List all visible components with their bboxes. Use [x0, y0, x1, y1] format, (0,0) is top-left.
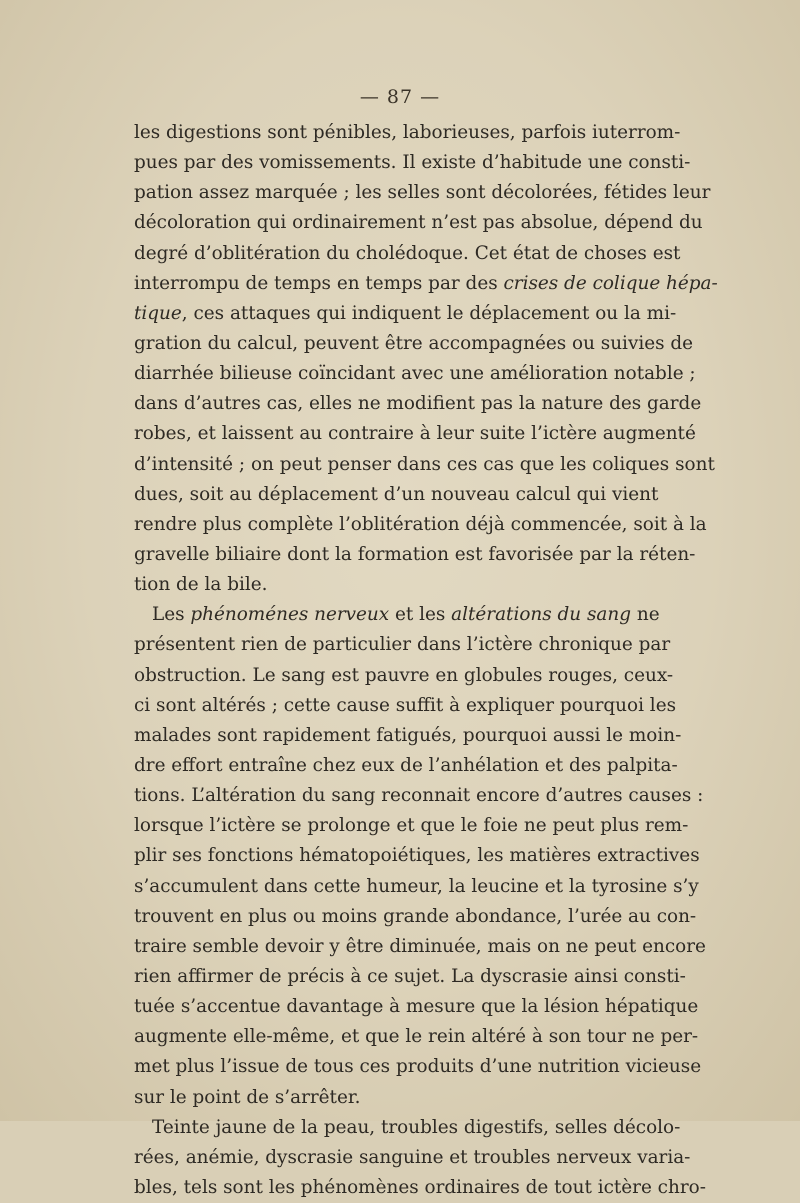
text-line	[134, 751, 678, 781]
text-line	[134, 992, 699, 1022]
text-run: traire semble devoir y être diminuée, mais on ne peut encore	[134, 935, 706, 957]
text-run: bles, tels sont les phénomènes ordinaires de tout ictère chro-	[134, 1176, 706, 1198]
text-run: obstruction. Le sang est pauvre en globules rouges, ceux-	[134, 664, 674, 686]
text-line	[134, 1022, 699, 1052]
text-line	[134, 510, 707, 540]
text-line	[134, 630, 671, 660]
text-line	[134, 118, 681, 148]
text-line	[134, 239, 681, 269]
text-line	[134, 419, 696, 449]
text-run: degré d’oblitération du cholédoque. Cet état de choses est	[134, 242, 681, 264]
text-line	[134, 902, 697, 932]
text-line	[134, 962, 686, 992]
text-line	[134, 540, 696, 570]
text-run: sur le point de s’arrêter.	[134, 1086, 361, 1108]
text-run: tion de la bile.	[134, 574, 268, 596]
text-line	[134, 932, 706, 962]
text-run: Les	[152, 604, 191, 626]
text-line	[134, 299, 677, 329]
text-run: interrompu de temps en temps par des	[134, 272, 504, 294]
text-line	[134, 570, 636, 600]
text-run: pues par des vomissements. Il existe d’habitude une consti-	[134, 152, 691, 174]
text-run: tions. L’altération du sang reconnait encore d’autres causes :	[134, 785, 704, 807]
text-run: dues, soit au déplacement d’un nouveau calcul qui vient	[134, 483, 659, 505]
text-run: décoloration qui ordinairement n’est pas absolue, dépend du	[134, 212, 703, 234]
text-run: ne	[631, 604, 660, 626]
text-run: diarrhée bilieuse coïncidant avec une amélioration notable ;	[134, 363, 696, 385]
page-number: — 87 —	[359, 86, 441, 108]
text-line	[134, 691, 677, 721]
text-run: gravelle biliaire dont la formation est favorisée par la réten-	[134, 543, 696, 565]
text-line	[134, 1143, 691, 1173]
text-line	[134, 329, 694, 359]
text-line	[134, 661, 674, 691]
text-line	[134, 811, 689, 841]
italic-text: altérations du sang	[451, 604, 632, 626]
text-line	[134, 178, 711, 208]
text-run: , ces attaques qui indiquent le déplacement ou la mi-	[181, 302, 677, 324]
text-run: lorsque l’ictère se prolonge et que le foie ne peut plus rem-	[134, 815, 689, 837]
text-run: rendre plus complète l’oblitération déjà commencée, soit à la	[134, 513, 707, 535]
text-line	[134, 269, 718, 299]
text-run: pation assez marquée ; les selles sont décolorées, fétides leur	[134, 182, 711, 204]
text-line	[134, 781, 704, 811]
text-line	[134, 1173, 706, 1203]
text-run: dre effort entraîne chez eux de l’anhélation et des palpita-	[134, 754, 678, 776]
text-line	[134, 480, 659, 510]
text-line	[134, 1052, 702, 1082]
text-line	[134, 1113, 681, 1143]
text-line	[134, 872, 699, 902]
text-run: présentent rien de particulier dans l’ictère chronique par	[134, 634, 671, 656]
text-run: ci sont altérés ; cette cause suffit à expliquer pourquoi les	[134, 694, 677, 716]
text-run: gration du calcul, peuvent être accompagnées ou suivies de	[134, 332, 694, 354]
text-run: rées, anémie, dyscrasie sanguine et troubles nerveux varia-	[134, 1146, 691, 1168]
text-run: dans d’autres cas, elles ne modifient pas la nature des garde	[134, 393, 702, 415]
text-run: augmente elle-même, et que le rein altéré à son tour ne per-	[134, 1026, 699, 1048]
text-run: met plus l’issue de tous ces produits d’une nutrition vicieuse	[134, 1056, 702, 1078]
text-run: d’intensité ; on peut penser dans ces cas que les coliques sont	[134, 453, 715, 475]
text-run: et les	[389, 604, 452, 626]
text-run: trouvent en plus ou moins grande abondance, l’urée au con-	[134, 905, 697, 927]
italic-text: tique	[134, 302, 182, 324]
text-line	[134, 721, 682, 751]
text-run: malades sont rapidement fatigués, pourquoi aussi le moin-	[134, 724, 682, 746]
text-line	[134, 450, 715, 480]
text-run: robes, et laissent au contraire à leur suite l’ictère augmenté	[134, 423, 696, 445]
text-run: Teinte jaune de la peau, troubles digestifs, selles décolo-	[152, 1116, 681, 1138]
body-text	[134, 118, 718, 1203]
text-run: s’accumulent dans cette humeur, la leucine et la tyrosine s’y	[134, 875, 699, 897]
text-run: tuée s’accentue davantage à mesure que la lésion hépatique	[134, 996, 699, 1018]
text-line	[134, 359, 696, 389]
text-run: les digestions sont pénibles, laborieuses, parfois iuterrom-	[134, 122, 681, 143]
text-line	[134, 148, 691, 178]
text-run: plir ses fonctions hématopoiétiques, les matières extractives	[134, 845, 700, 867]
text-line	[134, 208, 703, 238]
italic-text: crises de colique hépa-	[503, 272, 718, 294]
text-line	[134, 841, 700, 871]
text-line	[134, 389, 702, 419]
text-line	[134, 600, 660, 630]
text-run: rien affirmer de précis à ce sujet. La dyscrasie ainsi consti-	[134, 965, 686, 987]
italic-text: phénoménes nerveux	[190, 604, 390, 626]
text-line	[134, 1083, 636, 1113]
